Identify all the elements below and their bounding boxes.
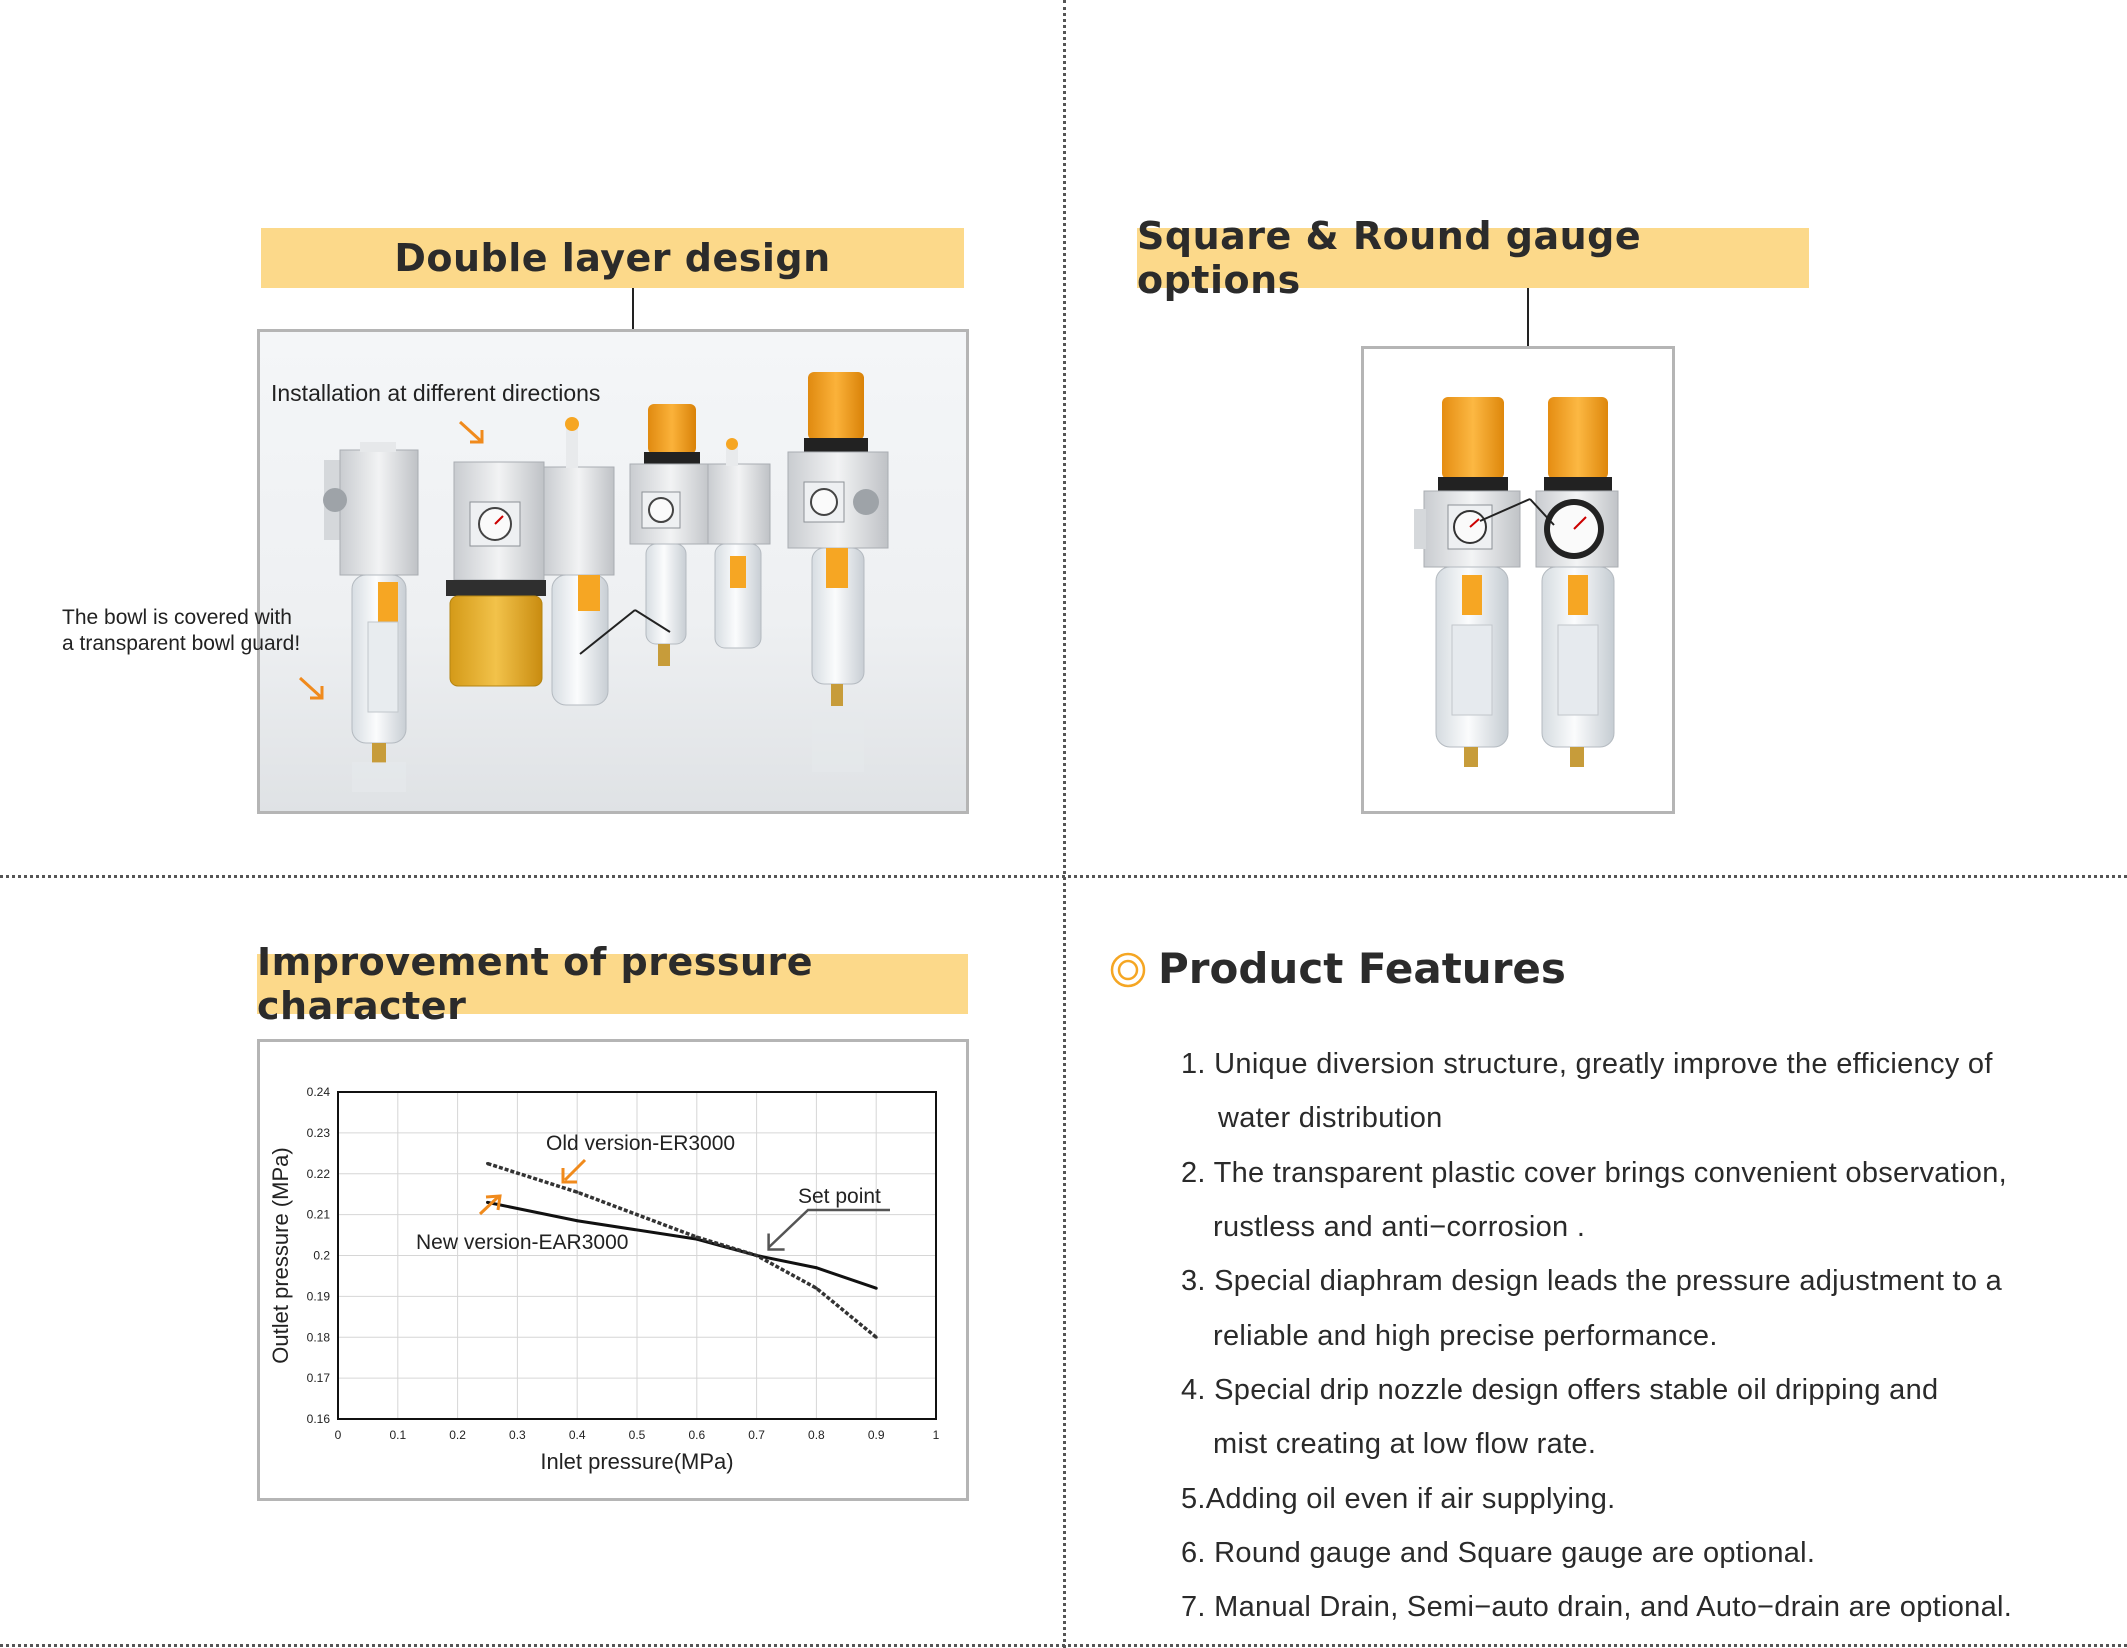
- feature-line-1: 1. Unique diversion structure, greatly improve the efficiency of: [1181, 1048, 1993, 1080]
- double-layer-title: Double layer design: [261, 228, 964, 288]
- feature-line-7: 4. Special drip nozzle design offers stable oil dripping and: [1181, 1374, 1939, 1406]
- x-tick-label: 0.6: [688, 1428, 706, 1442]
- feature-line-8: mist creating at low flow rate.: [1213, 1428, 1597, 1460]
- y-tick-label: 0.18: [306, 1330, 330, 1345]
- x-tick-label: 1: [932, 1428, 940, 1442]
- data-point: [576, 1219, 579, 1222]
- data-point: [486, 1201, 489, 1204]
- leader-set-point: [769, 1210, 890, 1248]
- horizontal-divider-middle: [0, 875, 2127, 878]
- gauge-options-title: Square & Round gauge options: [1137, 228, 1809, 288]
- annotation-bowl-line2: a transparent bowl guard!: [62, 632, 301, 655]
- arrow-new-version: [480, 1197, 498, 1214]
- feature-line-2: water distribution: [1218, 1102, 1443, 1134]
- feature-line-10: 6. Round gauge and Square gauge are optional.: [1181, 1537, 1816, 1569]
- x-tick-label: 0.2: [449, 1428, 466, 1442]
- gauge-units-illustration: [1364, 349, 1672, 811]
- feature-line-11: 7. Manual Drain, Semi−auto drain, and Auto−drain are optional.: [1181, 1591, 2013, 1623]
- x-tick-label: 0.3: [509, 1428, 526, 1442]
- y-tick-label: 0.23: [306, 1125, 330, 1140]
- data-point: [755, 1254, 758, 1257]
- y-tick-label: 0.21: [306, 1207, 330, 1222]
- data-point: [695, 1236, 698, 1239]
- data-point: [875, 1287, 878, 1290]
- data-point: [875, 1336, 878, 1339]
- y-tick-label: 0.22: [306, 1166, 330, 1181]
- data-point: [815, 1266, 818, 1269]
- x-axis-label: Inlet pressure(MPa): [540, 1449, 734, 1474]
- vertical-divider: [1063, 0, 1066, 1648]
- double-circle-icon: [1110, 952, 1146, 988]
- y-tick-label: 0.24: [306, 1085, 330, 1099]
- y-tick-label: 0.2: [313, 1248, 330, 1263]
- horizontal-divider-bottom: [0, 1644, 2127, 1647]
- annotation-new-version: New version-EAR3000: [416, 1231, 629, 1254]
- y-tick-label: 0.16: [306, 1412, 330, 1426]
- pressure-chart: [260, 1042, 966, 1498]
- x-tick-label: 0.9: [867, 1428, 885, 1442]
- feature-line-3: 2. The transparent plastic cover brings convenient observation,: [1181, 1157, 2007, 1189]
- x-tick-label: 0: [334, 1428, 342, 1442]
- pressure-title: Improvement of pressure character: [257, 954, 968, 1014]
- x-tick-label: 0.1: [389, 1428, 407, 1442]
- data-point: [576, 1191, 579, 1194]
- y-axis-label: Outlet pressure (MPa): [268, 1147, 293, 1364]
- feature-line-5: 3. Special diaphram design leads the pressure adjustment to a: [1181, 1265, 2003, 1297]
- annotation-set-point: Set point: [798, 1185, 881, 1208]
- x-tick-label: 0.4: [568, 1428, 586, 1442]
- data-point: [486, 1162, 489, 1165]
- y-tick-label: 0.17: [306, 1371, 330, 1386]
- annotation-bowl-line1: The bowl is covered with: [62, 606, 292, 629]
- x-tick-label: 0.5: [628, 1428, 646, 1442]
- annotation-installation: Installation at different directions: [271, 380, 601, 406]
- feature-line-9: 5.Adding oil even if air supplying.: [1181, 1483, 1616, 1515]
- pressure-chart-frame: [257, 1039, 969, 1501]
- data-point: [815, 1287, 818, 1290]
- y-tick-label: 0.19: [306, 1289, 330, 1304]
- gauge-photo-frame: [1361, 346, 1675, 814]
- feature-line-6: reliable and high precise performance.: [1213, 1320, 1718, 1352]
- arrow-old-version: [565, 1160, 585, 1180]
- x-tick-label: 0.8: [808, 1428, 825, 1442]
- feature-line-4: rustless and anti−corrosion .: [1213, 1211, 1586, 1243]
- product-features-title: Product Features: [1158, 944, 1566, 993]
- annotation-old-version: Old version-ER3000: [546, 1132, 736, 1155]
- x-tick-label: 0.7: [748, 1428, 765, 1442]
